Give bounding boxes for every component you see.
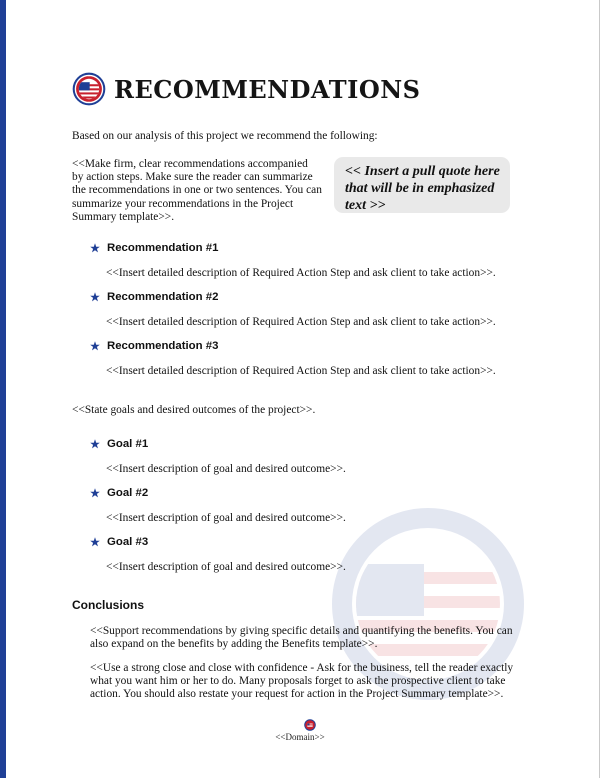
goal-label: Goal #3: [107, 536, 149, 548]
goal-heading: [90, 536, 148, 548]
american-flag-seal-icon: [304, 719, 316, 731]
conclusions-paragraph: <<Support recommendations by giving specific details and quantifying the benefits. You can also expand on the benefits by adding the Benefits template>>.: [90, 625, 513, 651]
star-icon: [90, 439, 100, 449]
conclusions-paragraph: <<Use a strong close and close with confidence - Ask for the business, tell the reader exactly what you want him or her to do. Many proposals forget to ask the prospective client to take action. You should also restate your request for action in the Project Summary template>>.: [90, 662, 514, 701]
star-icon: [90, 243, 100, 253]
goal-description: <<Insert description of goal and desired outcome>>.: [106, 512, 346, 524]
page-title: RECOMMENDATIONS: [114, 74, 421, 104]
recommendations-summary: <<Make firm, clear recommendations accompanied by action steps. Make sure the reader can summarize the recommendations in one or two sentences. You can summarize your recommendations in the Project Summary template>>.: [72, 158, 322, 223]
recommendation-label: Recommendation #1: [107, 242, 219, 254]
goal-heading: [90, 487, 148, 499]
conclusions-heading: Conclusions: [72, 598, 145, 612]
footer-domain: <<Domain>>: [275, 732, 325, 742]
american-flag-seal-icon: [72, 72, 106, 106]
goal-label: Goal #2: [107, 487, 149, 499]
recommendation-description: <<Insert detailed description of Required Action Step and ask client to take action>>.: [106, 267, 496, 279]
recommendation-description: <<Insert detailed description of Required Action Step and ask client to take action>>.: [106, 365, 496, 377]
recommendation-heading: [90, 340, 218, 352]
recommendation-heading: [90, 242, 218, 254]
goal-description: <<Insert description of goal and desired outcome>>.: [106, 463, 346, 475]
star-icon: [90, 537, 100, 547]
recommendation-label: Recommendation #2: [107, 291, 219, 303]
left-accent-bar: [0, 0, 6, 778]
goal-heading: [90, 438, 148, 450]
pull-quote: [334, 157, 510, 213]
pull-quote-text: << Insert a pull quote here that will be in emphasized text >>: [345, 164, 500, 213]
recommendation-heading: [90, 291, 218, 303]
goal-label: Goal #1: [107, 438, 149, 450]
recommendation-description: <<Insert detailed description of Required Action Step and ask client to take action>>.: [106, 316, 496, 328]
star-icon: [90, 292, 100, 302]
intro-text: Based on our analysis of this project we recommend the following:: [72, 130, 378, 142]
star-icon: [90, 341, 100, 351]
star-icon: [90, 488, 100, 498]
goals-intro-text: <<State goals and desired outcomes of the project>>.: [72, 404, 316, 416]
recommendation-label: Recommendation #3: [107, 340, 219, 352]
page-header: [72, 72, 421, 106]
goal-description: <<Insert description of goal and desired outcome>>.: [106, 561, 346, 573]
